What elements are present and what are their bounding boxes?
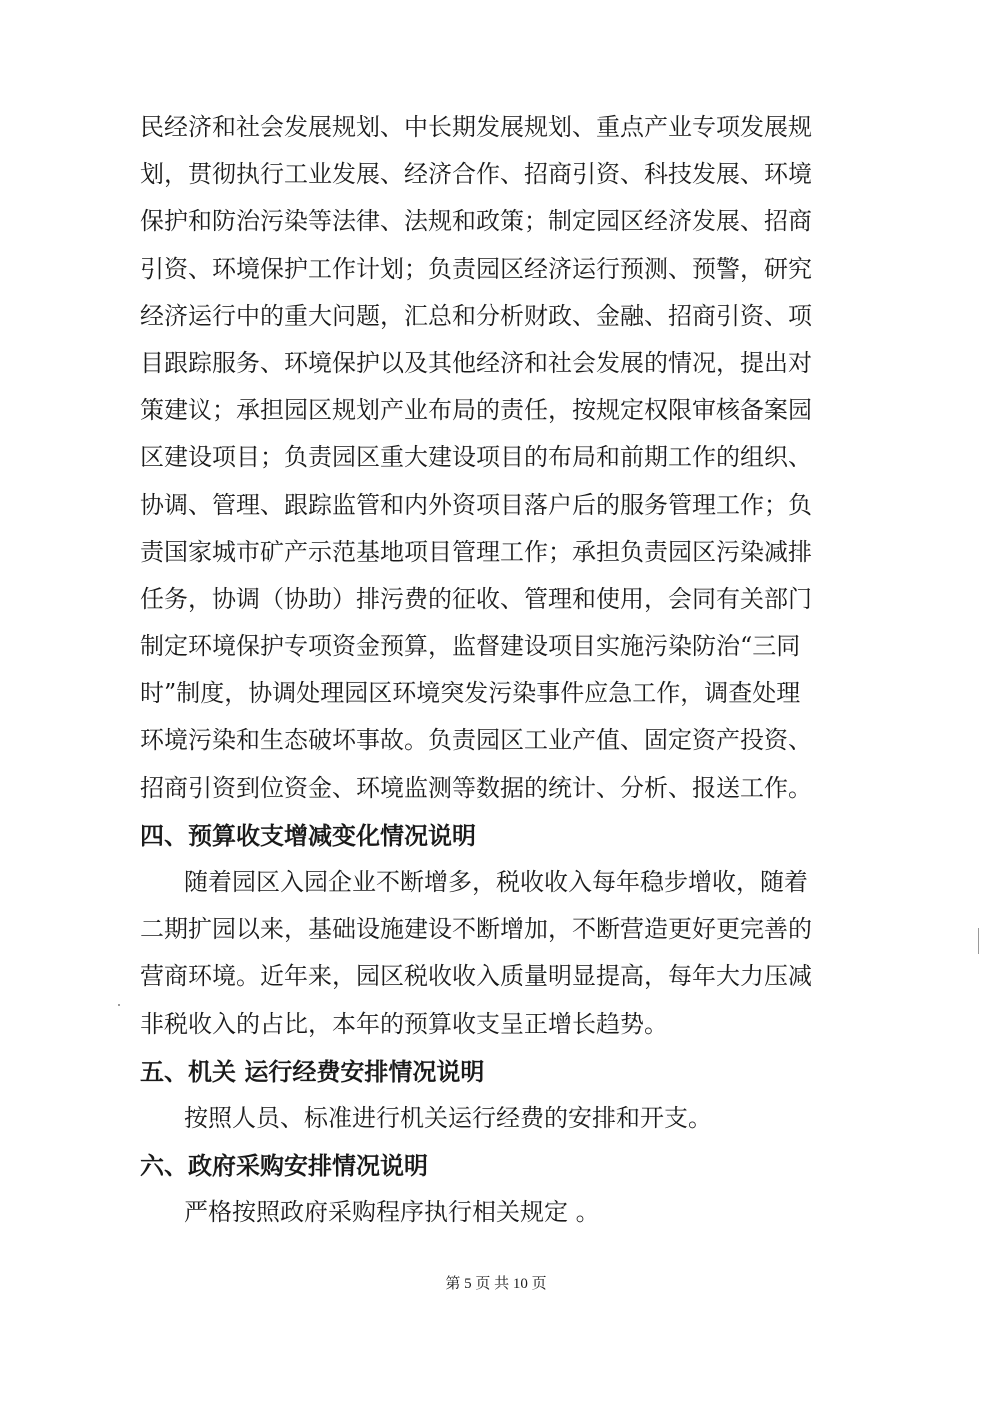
body-line: 责国家城市矿产示范基地项目管理工作；承担负责园区污染减排 [140, 537, 812, 566]
body-line: 营商环境。近年来，园区税收收入质量明显提高，每年大力压减 [140, 962, 812, 991]
body-line: 时”制度，协调处理园区环境突发污染事件应急工作，调查处理 [140, 679, 801, 708]
body-line: 二期扩园以来，基础设施建设不断增加，不断营造更好更完善的 [140, 915, 812, 944]
body-line: 区建设项目；负责园区重大建设项目的布局和前期工作的组织、 [140, 443, 812, 472]
section-heading-budget-changes: 四、预算收支增减变化情况说明 [140, 820, 476, 850]
body-line: 策建议；承担园区规划产业布局的责任，按规定权限审核备案园 [140, 396, 812, 425]
section-heading-operating-funds: 五、机关 运行经费安排情况说明 [140, 1056, 485, 1086]
body-line: 任务，协调（协助）排污费的征收、管理和使用，会同有关部门 [140, 584, 812, 613]
body-line: 环境污染和生态破坏事故。负责园区工业产值、固定资产投资、 [140, 726, 812, 755]
scan-artifact-mark [118, 1004, 120, 1006]
body-line: 协调、管理、跟踪监管和内外资项目落户后的服务管理工作；负 [140, 490, 812, 519]
body-line: 保护和防治污染等法律、法规和政策；制定园区经济发展、招商 [140, 207, 812, 236]
body-line: 招商引资到位资金、环境监测等数据的统计、分析、报送工作。 [140, 773, 812, 802]
body-line: 随着园区入园企业不断增多，税收收入每年稳步增收，随着 [184, 868, 808, 896]
section-heading-procurement: 六、政府采购安排情况说明 [140, 1151, 428, 1181]
body-line: 非税收入的占比，本年的预算收支呈正增长趋势。 [140, 1009, 668, 1038]
scan-artifact-mark [978, 928, 979, 954]
body-line: 制定环境保护专项资金预算，监督建设项目实施污染防治“三同 [140, 632, 801, 661]
body-line: 按照人员、标准进行机关运行经费的安排和开支。 [184, 1103, 712, 1132]
page-number-footer: 第 5 页 共 10 页 [445, 1276, 547, 1292]
body-line: 民经济和社会发展规划、中长期发展规划、重点产业专项发展规 [140, 113, 812, 141]
body-line: 引资、环境保护工作计划；负责园区经济运行预测、预警，研究 [140, 254, 812, 283]
body-line: 目跟踪服务、环境保护以及其他经济和社会发展的情况，提出对 [140, 348, 812, 377]
body-line: 严格按照政府采购程序执行相关规定 。 [184, 1198, 600, 1227]
body-line: 经济运行中的重大问题，汇总和分析财政、金融、招商引资、项 [140, 301, 812, 330]
body-line: 划，贯彻执行工业发展、经济合作、招商引资、科技发展、环境 [140, 160, 812, 189]
document-body [140, 104, 860, 1237]
